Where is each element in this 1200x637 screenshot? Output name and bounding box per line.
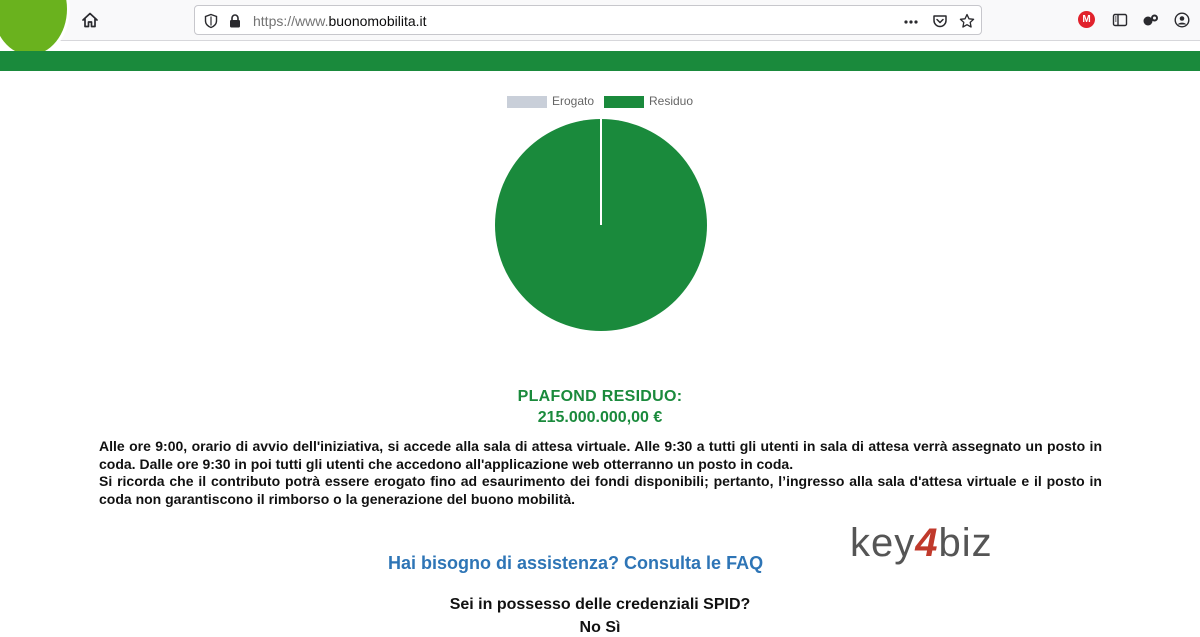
page-actions-ellipsis-icon[interactable] (903, 14, 919, 30)
url-host: buonomobilita.it (328, 13, 427, 29)
legend-label-erogato: Erogato (552, 94, 595, 108)
watermark-biz: biz (938, 521, 993, 565)
chart-legend (0, 94, 1200, 108)
account-icon (1174, 12, 1190, 28)
home-icon (81, 11, 99, 29)
extension-icon (1142, 12, 1160, 28)
bookmark-star-icon[interactable] (959, 13, 975, 29)
watermark-four: 4 (915, 521, 939, 565)
sidebar-button[interactable] (1108, 8, 1132, 32)
info-text (99, 438, 1102, 508)
url-bar[interactable] (194, 5, 982, 35)
container-extension-button[interactable] (1139, 8, 1163, 32)
site-logo[interactable] (0, 0, 70, 58)
spid-question: Sei in possesso delle credenziali SPID? (449, 596, 751, 613)
legend-label-residuo: Residuo (649, 94, 694, 108)
extension-m-icon[interactable]: M (1078, 11, 1095, 28)
url-scheme: https://www. (253, 13, 329, 29)
url-text[interactable] (253, 13, 427, 29)
account-button[interactable] (1170, 8, 1194, 32)
plafond-value: 215.000.000,00 € (537, 409, 663, 426)
tracking-protection-shield-icon[interactable] (203, 13, 219, 29)
header-bar (0, 51, 1200, 71)
spid-options[interactable]: No Sì (579, 619, 621, 636)
plafond-title: PLAFOND RESIDUO: (517, 388, 683, 405)
plafond-pie-chart (494, 118, 708, 332)
legend-swatch-residuo (604, 96, 644, 108)
info-paragraph-waiting-room: Alle ore 9:00, orario di avvio dell'iniziativa, si accede alla sala di attesa virtuale. Alle 9:30 a tutti gli utenti in sala di attesa verrà assegnato un posto in coda. Dalle ore 9:30 in poi tutti gli utenti che accedono all'applicazione web otterranno un posto in coda. (99, 438, 1102, 472)
key4biz-watermark-logo (850, 521, 993, 566)
pocket-icon[interactable] (932, 13, 948, 29)
info-paragraph-disclaimer: Si ricorda che il contributo potrà essere erogato fino ad esaurimento dei fondi disponibili; pertanto, l’ingresso alla sala d'attesa virtuale e il posto in coda non garantiscono il rimborso o la generazione del buono mobilità. (99, 473, 1102, 507)
padlock-icon[interactable] (227, 13, 243, 29)
watermark-key: key (850, 521, 916, 565)
home-button[interactable] (78, 8, 102, 32)
browser-toolbar (0, 0, 1200, 41)
faq-link[interactable]: Hai bisogno di assistenza? Consulta le FAQ (388, 553, 764, 573)
sidebar-icon (1112, 12, 1128, 28)
legend-swatch-erogato (507, 96, 547, 108)
